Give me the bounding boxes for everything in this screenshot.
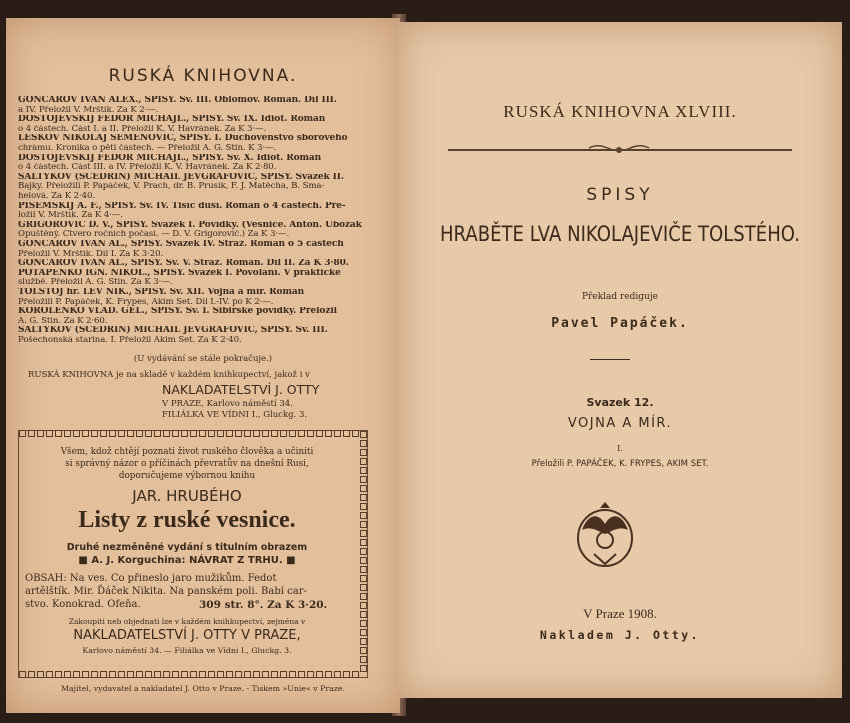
border-square [360, 530, 367, 537]
catalog-entry: PISEMSKIJ A. F., SPISY. Sv. IV. Tisíc duší. Román o 4 částech. Pře- [18, 201, 346, 211]
border-square [172, 430, 179, 437]
catalog-entry: KOROLENKO VLAD. GEL., SPISY. Sv. I. Sibiřské povídky. Přeložil [18, 307, 337, 317]
border-square [208, 430, 215, 437]
border-square [298, 671, 305, 678]
catalog-entry: GONČAROV IVAN AL., SPISY. Sv. V. Stráž. Román. Díl II. Za K 3·80. [18, 259, 349, 269]
border-square [360, 656, 367, 663]
catalog-entry: o 4 částech. Část I. a II. Přeložil K. V. Havránek. Za K 3·—. [18, 124, 267, 134]
catalog-entry: a IV. Přeložil V. Mrštík. Za K 2·—. [18, 105, 159, 115]
publisher-address: V PRAZE, Karlovo náměstí 34. [162, 399, 293, 409]
publisher-name: NAKLADATELSTVÍ J. OTTY [162, 382, 320, 397]
catalog-entry: Bajky. Přeložili P. Papáček, V. Prach, dr. B. Prusík, F. J. Matěcha, B. Sma- [18, 182, 325, 192]
part-number: I. [617, 444, 623, 453]
border-square [271, 671, 278, 678]
border-square [360, 557, 367, 564]
border-square [307, 430, 314, 437]
ad-contents-1: OBSAH: Na ves. Co přineslo jaro mužikům. Fedot [25, 573, 277, 584]
border-square [253, 671, 260, 678]
ad-image-caption: ■ A. J. Korguchina: NÁVRAT Z TRHU. ■ [78, 555, 296, 566]
border-square [19, 430, 26, 437]
border-square [343, 671, 350, 678]
border-square [73, 430, 80, 437]
border-square [360, 665, 367, 672]
border-square [127, 430, 134, 437]
border-square [271, 430, 278, 437]
border-square [181, 430, 188, 437]
catalog-entry: GONČAROV IVAN AL., SPISY. Svazek IV. Stráž. Román o 5 částech [18, 240, 344, 249]
place-year: V Praze 1908. [583, 606, 657, 621]
border-square [244, 430, 251, 437]
border-square [100, 430, 107, 437]
border-square [235, 671, 242, 678]
publisher-emblem [574, 500, 636, 570]
border-square [163, 671, 170, 678]
border-square [118, 671, 125, 678]
border-square [73, 671, 80, 678]
border-square [360, 521, 367, 528]
ad-contents-3: stvo. Konokrad. Ofeňa. [25, 599, 141, 610]
border-square [46, 430, 53, 437]
translators: Přeložili P. PAPÁČEK, K. FRYPES, AKIM SET. [531, 459, 709, 469]
editor-name: Pavel Papáček. [551, 316, 689, 331]
ad-publisher: NAKLADATELSTVÍ J. OTTY V PRAZE, [73, 628, 301, 643]
border-square [316, 671, 323, 678]
border-square [136, 671, 143, 678]
border-square [360, 620, 367, 627]
border-square [253, 430, 260, 437]
border-square [82, 430, 89, 437]
border-square [325, 430, 332, 437]
work-title: VOJNA A MÍR. [567, 416, 673, 431]
border-square [360, 485, 367, 492]
author-name: HRABĚTE LVA NIKOLAJEVIČE TOLSTÉHO. [439, 222, 801, 246]
border-square [28, 671, 35, 678]
dotted-border-right [360, 431, 368, 672]
border-square [109, 671, 116, 678]
border-square [262, 671, 269, 678]
border-square [280, 671, 287, 678]
border-square [289, 430, 296, 437]
border-square [145, 671, 152, 678]
border-square [289, 671, 296, 678]
catalog-entry: GONČAROV IVAN ALEX., SPISY. Sv. III. Oblomov. Román. Díl III. [18, 96, 337, 105]
border-square [262, 430, 269, 437]
border-square [360, 440, 367, 447]
ad-intro-1: Všem, kdož chtějí poznati život ruského člověka a učiniti [60, 447, 314, 457]
border-square [46, 671, 53, 678]
volume-number: Svazek 12. [586, 396, 654, 409]
border-square [55, 671, 62, 678]
catalog-entry: SALTYKOV (ŠČEDRIN) MICHAIL JEVGRAFOVIČ, SPISY. Sv. III. [18, 326, 328, 336]
border-square [360, 566, 367, 573]
border-square [360, 512, 367, 519]
border-square [360, 575, 367, 582]
border-square [360, 629, 367, 636]
ad-order-note: Zakoupiti neb objednati lze v každém knihkupectví, zejména v [68, 617, 306, 626]
catalog-entry: Přeložil V. Mrštík. Díl I. Za K 3·20. [18, 249, 164, 259]
catalog-entry: A. G. Stin. Za K 2·60. [18, 316, 108, 326]
border-square [352, 430, 359, 437]
ad-book-title: Listy z ruské vesnice. [78, 507, 296, 533]
border-square [334, 671, 341, 678]
border-square [217, 430, 224, 437]
border-square [360, 548, 367, 555]
catalog-entry: DOSTOJEVSKIJ FEDOR MICHAJL., SPISY. Sv. X. Idiot. Román [18, 153, 322, 163]
border-square [360, 593, 367, 600]
stock-note: RUSKÁ KNIHOVNA je na skladě v každém knihkupectví, jakož i v [28, 370, 310, 380]
catalog-entry: Opuštěný. Čtvero ročních počasí. — D. V. Grigorovič.) Za K 3·—. [18, 230, 290, 240]
border-square [360, 431, 367, 438]
ornament-flourish [584, 140, 654, 160]
border-square [190, 430, 197, 437]
border-square [91, 671, 98, 678]
border-square [307, 671, 314, 678]
ad-address: Karlovo náměstí 34. — Filiálka ve Vídni I., Gluckg. 3. [82, 646, 292, 655]
catalog-header: RUSKÁ KNIHOVNA. [108, 66, 298, 86]
border-square [360, 458, 367, 465]
border-square [226, 671, 233, 678]
border-square [343, 430, 350, 437]
border-square [55, 430, 62, 437]
border-square [360, 584, 367, 591]
border-square [226, 430, 233, 437]
border-square [100, 671, 107, 678]
border-square [334, 430, 341, 437]
dotted-border-bottom [19, 671, 359, 678]
border-square [360, 467, 367, 474]
border-square [64, 671, 71, 678]
catalog-entry: Přeložili P. Papáček, K. Frypes, Akim Set. Díl I.-IV. po K 2·—. [18, 297, 274, 307]
border-square [235, 430, 242, 437]
border-square [360, 539, 367, 546]
border-square [360, 476, 367, 483]
right-page [398, 22, 842, 698]
publisher-branch: FILIÁLKA VE VÍDNI I., Gluckg. 3. [162, 410, 308, 420]
border-square [208, 671, 215, 678]
border-square [352, 671, 359, 678]
publisher-line: Nakladem J. Otty. [539, 628, 701, 642]
ad-contents-2: artělštík. Mir. Ďáček Nikita. Na panském poli. Babí car- [25, 586, 307, 597]
catalog-entry: helová. Za K 2·40. [18, 192, 96, 201]
border-square [127, 671, 134, 678]
border-square [360, 494, 367, 501]
border-square [360, 611, 367, 618]
border-square [172, 671, 179, 678]
catalog-entry: o 4 částech. Část III. a IV. Přeložil K. V. Havránek. Za K 2·80. [18, 163, 277, 173]
continuation-note: (U vydávání se stále pokračuje.) [133, 354, 273, 364]
border-square [64, 430, 71, 437]
border-square [360, 647, 367, 654]
border-square [360, 638, 367, 645]
divider [590, 359, 630, 360]
editor-label: Překlad rediguje [582, 292, 658, 302]
border-square [154, 430, 161, 437]
catalog-entry: DOSTOJEVSKIJ FEDOR MICHAJL., SPISY. Sv. IX. Idiot. Román [18, 115, 326, 125]
border-square [82, 671, 89, 678]
border-square [19, 671, 26, 678]
border-square [199, 430, 206, 437]
catalog-entry: TOLSTOJ hr. LEV NIK., SPISY. Sv. XII. Vojna a mír. Román [18, 288, 305, 297]
border-square [217, 671, 224, 678]
border-square [360, 602, 367, 609]
border-square [280, 430, 287, 437]
border-square [244, 671, 251, 678]
border-square [109, 430, 116, 437]
border-square [28, 430, 35, 437]
catalog-entry: Pošechonská starina. I. Přeložil Akim Set. Za K 2·40. [18, 336, 242, 345]
ad-intro-2: si správný názor o příčinách převratův na dnešní Rusi, [65, 459, 309, 469]
border-square [199, 671, 206, 678]
border-square [136, 430, 143, 437]
series-title: RUSKÁ KNIHOVNA XLVIII. [503, 102, 737, 121]
imprint: Majitel, vydavatel a nakladatel J. Otto v Praze. - Tiskem »Unie« v Praze. [61, 684, 345, 693]
border-square [181, 671, 188, 678]
catalog-entry: chrámu. Kronika o pěti částech. — Přeložil A. G. Stin. K 3·—. [18, 144, 277, 153]
ad-edition: Druhé nezměněné vydání s titulním obrazem [66, 542, 308, 553]
spisy-label: SPISY [586, 185, 654, 205]
border-square [325, 671, 332, 678]
border-square [118, 430, 125, 437]
ad-intro-3: doporučujeme výbornou knihu [118, 471, 256, 481]
catalog-entry: GRIGOROVIČ D. V., SPISY. Svazek I. Povídky. (Vesnice. Anton. Ubožák [18, 220, 362, 230]
border-square [37, 671, 44, 678]
border-square [154, 671, 161, 678]
ad-price: 309 str. 8°. Za K 3·20. [199, 599, 328, 611]
ad-author: JAR. HRUBÉHO [132, 487, 242, 505]
border-square [190, 671, 197, 678]
border-square [145, 430, 152, 437]
border-square [360, 449, 367, 456]
border-square [360, 503, 367, 510]
dotted-border-top [19, 430, 359, 437]
border-square [298, 430, 305, 437]
border-square [163, 430, 170, 437]
catalog-entry: LESKOV NIKOLAJ SEMENOVIČ, SPISY. I. Duchovenstvo sborového [18, 134, 348, 144]
border-square [37, 430, 44, 437]
catalog-entry: ložil V. Mrštík. Za K 4·—. [18, 211, 123, 221]
catalog-entry: POTAPENKO IGN. NIKOL., SPISY. Svazek I. Povolání. V praktické [18, 268, 341, 278]
advertisement-box [18, 430, 368, 678]
border-square [91, 430, 98, 437]
catalog-entry: SALTYKOV (ŠČEDRIN) MICHAIL JEVGRAFOVIČ, SPISY. Svazek II. [18, 172, 344, 182]
left-page [6, 18, 400, 713]
border-square [316, 430, 323, 437]
catalog-entry: službě. Přeložil A. G. Stin. Za K 3·—. [18, 278, 173, 288]
